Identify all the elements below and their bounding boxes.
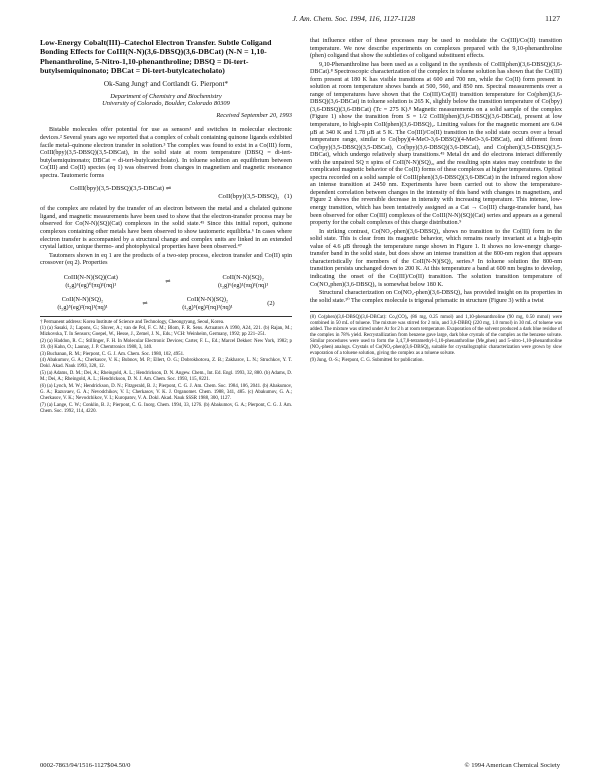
scheme-row [40,274,292,290]
footnote: (8) Co(phen)(3,6-DBSQ)(3,6-DBCat): Co₂(CO)₈ (86 mg, 0.25 mmol) and 1,10-phenanthroline (90 mg, 0.50 mmol) were combined in 50 mL of toluene. The mixture was stirred for 2 min, and 3,6-DBBQ (220 mg, 1.0 mmol) in 30 mL of toluene was added. The mixture was stirred under Ar for 2 h at room temperature. Evaporation of the solvent produced a dark blue residue of the complex in 78% yield. Recrystallization from benzene gave large, dark blue crystals of the complex as the benzene solvate. Similar procedures were used to form the 3,4,7,8-tetramethyl-1,10-phenanthroline (Me₄phen) and 5-nitro-1,10-phenanthroline (NO₂-phen) analogs. Crystals of Co(NO₂-phen)(3,6-DBSQ)₂ suitable for crystallographic characterization were grown by slow evaporation of a toluene solution, giving the complex as a toluene solvate. [310,315,562,357]
paragraph: that influence either of these processes may be used to modulate the Co(III)/Co(II) transition temperature. We now describe experiments on complexes prepared with the 9,10-phenanthroline (phen) coligand that show the subtleties of coligand substituent effects. [310,38,562,60]
right-column [310,38,562,365]
left-footnotes [40,316,292,415]
species-formula: CoII(N-N)(SQ)₂ [222,273,264,281]
footnote: (4) Abakumov, G. A.; Cherkasov, V. K.; Bubnov, M. P.; Ellert, O. G.; Dobrokhotova, Z. B.; Zakharov, L. N.; Struchkov, Y. T. Dokl. Akad. Nauk 1993, 328, 12. [40,358,292,370]
paragraph: of the complex are related by the transfer of an electron between the metal and a chelated quinone ligand, and magnetic measurements have been used to show that the electron-transfer process may be observed for Co(N-N)(SQ)(Cat) complexes in the solid state.⁴⁵ Since this initial report, quinone complexes containing other metals have been observed to show tautomeric equilibria.⁶ In cases where electron transfer is accompanied by a structural change and complex units are linked in an extended crystal lattice, unique thermo- and photophysical properties have been observed.⁴⁷ [40,206,292,251]
footnote: (3) Buchanan, R. M.; Pierpont, C. G. J. Am. Chem. Soc. 1980, 102, 4951. [40,351,185,357]
scheme-species [57,296,107,312]
equation-2-tag: (2) [267,299,275,307]
scheme-species [218,274,268,290]
scheme-species [182,296,232,312]
species-configuration: (t₂g)⁶(eg)¹(πq)¹(πq)¹ [217,281,269,289]
footnote: (9) Jung, O.-S.; Pierpont, C. G. Submitted for publication. [310,358,424,364]
running-header [40,14,560,26]
page-number: 1127 [545,14,560,23]
equation-1 [40,185,292,200]
footnote: (2) (a) Haddon, R. C.; Stillinger, F. H. In Molecular Electronic Devices; Carter, F. L., Ed.; Marcel Dekker: New York, 1982; p 19. (b) Kahn, O.; Launay, J. P. Chemtronics 1988, 3, 140. [40,339,292,351]
paragraph: Tautomers shown in eq 1 are the products of a two-step process, electron transfer and Co(II) spin crossover (eq 2). Properties [40,252,292,267]
article-title: Low-Energy Cobalt(III)–Catechol Electron Transfer. Subtle Coligand Bonding Effects for CoIII(N-N)(3,6-DBSQ)(3,6-DBCat) (N-N = 1,10-Phenanthroline, 5-Nitro-1,10-phenanthroline; DBSQ = Di-tert-butylsemiquinonato; DBCat = Di-tert-butylcatecholato) [40,38,272,75]
left-column [40,38,292,415]
affiliation-university: University of Colorado, Boulder, Colorado 80309 [102,100,230,108]
paragraph: In striking contrast, Co(NO₂-phen)(3,6-DBSQ)₂ shows no transition to the Co(III) form in the solid state. This is clear from its magnetic behavior, which remains nearly invariant at a high-spin value of 4.6 μB through the temperature range shown in Figure 1. It shows no low-energy charge-transfer band in the solid state, but does show an intense transition at the 800-nm region that appears characteristically for members of the CoII(N-N)(SQ)₂ series.⁸ In toluene solution the 800-nm transition persists unchanged down to 200 K. At this temperature a band at 600 nm begins to develop, indicating the onset of the Co(III)/Co(II) transition. The solution transition temperature of Co(NO₂phen)(3,6-DBSQ)₂ is somewhat below 180 K. [310,228,562,288]
equation-1-tag: (1) [284,192,292,200]
footnote: † Permanent address: Korea Institute of Science and Technology, Cheongryang, Seoul, Korea. [40,319,225,325]
species-configuration: (t₂g)⁶(eg)⁰(πq)¹(πq)¹ [65,281,117,289]
equation-1-rhs: CoII(bpy)(3,5-DBSQ)₂ [218,192,280,200]
received-date: Received September 20, 1993 [216,111,292,119]
paragraph: 9,10-Phenanthroline has been used as a coligand in the synthesis of CoIII(phen)(3,6-DBSQ)(3,6-DBCat).⁸ Spectroscopic characterization of the complex in toluene solution has shown that the Co(III) form present at 180 K has visible transitions at 600 and 700 nm, while the Co(II) form present in solution at room temperature shows bands at 500, 560, and 850 nm. Spectral measurements over a range of temperatures have shown that the Co(III)/Co(II) transition temperature for Co(phen)(3,6-DBSQ)(3,6-DBCat) in toluene solution is 265 K, slightly below the transition temperature of Co(bpy)(3,6-DBSQ)(3,6-DBCat) (Tc = 275 K).⁸ Magnetic measurements on a solid sample of the complex (Figure 1) show the transition from S = 1/2 CoIII(phen)(3,6-DBSQ)(3,6-DBCat), present at low temperature, to high-spin CoII(phen)(3,6-DBSQ)₂. Limiting values for the magnetic moment are 6.04 μB at 340 K and 1.78 μB at 5 K. The Co(III)/Co(II) transition in the solid state occurs over a broad temperature range, similar to Co(bpy)(4-MeO-3,6-DBSQ)(4-MeO-3,6-DBCat), and different from Co(bpy)(3,5-DBSQ)(3,5-DBCat), Co(bpy)(3,6-DBSQ)(3,6-DBCat), and Co(phen)(3,5-DBSQ)(3,5-DBCat), which undergo relatively sharp transitions.⁴⁵ Metal dπ and dσ electrons interact differently with the unpaired SQ π spins of CoII(N-N)(SQ)₂, and the resulting spin states may contribute to the complicated magnetic behavior of the Co(II) forms of these complexes at higher temperatures. Optical spectra recorded on a solid sample of CoIII(phen)(3,6-DBSQ)(3,6-DBCat) in the infrared region show an intense transition at 2450 nm. Experiments have been carried out to show the temperature-dependent correlation between changes in the intensity of this band with changes in magnetism, and Figure 2 shows the reversible decrease in intensity with increasing temperature. This intense, low-energy transition, which has been tentatively assigned as a Cat → Co(III) charge-transfer band, has been observed for other Co(III) complexes of the CoIII(N-N)(SQ)(Cat) series and appears as a general property for the cobalt complexes of this charge distribution.⁹ [310,61,562,227]
article-authors: Ok-Sang Jung† and Cortlandt G. Pierpont* [103,80,229,89]
footer-copyright: © 1994 American Chemical Society [464,762,560,769]
footer-code: 0002-7863/94/1516-1127$04.50/0 [40,762,131,769]
paragraph: Bistable molecules offer potential for use as sensors¹ and switches in molecular electronic devices.² Several years ago we reported that a complex of cobalt containing quinone ligands exhibited facile metal–quinone electron transfer in solution.³ The complex was found to exist in a Co(III) form, CoIII(bpy)(3,5-DBSQ)(3,5-DBCat), in the solid state at room temperature (DBSQ = di-tert-butylsemiquinonato; DBCat = di-tert-butylcatecholato). In toluene solution an equilibrium between Co(III) and Co(II) species (eq 1) was observed from changes in magnetism and magnetic resonance spectra. Tautomeric forms [40,127,292,179]
paragraph: Structural characterization on Co(NO₂-phen)(3,6-DBSQ)₂ has provided insight on its properties in the solid state.¹⁰ The complex molecule is trigonal prismatic in structure (Figure 3) with a twist [310,290,562,304]
equation-1-lhs: CoIII(bpy)(3,5-DBSQ)(3,5-DBCat) ⇌ [70,185,172,193]
journal-citation: J. Am. Chem. Soc. 1994, 116, 1127-1128 [292,14,416,23]
species-configuration: (t₂g)⁵(eg)²(πq)¹(πq)¹ [182,303,233,311]
footnote: (7) (a) Lange, C. W.; Conklin, B. J.; Pierpont, C. G. Inorg. Chem. 1994, 33, 1276. (b) Abakumov, G. A.; Pierpont, C. G. J. Am. Chem. Soc. 1992, 114, 4220. [40,402,292,414]
page-footer [40,762,560,769]
footnote: (5) (a) Adams, D. M.; Dei, A.; Rheingold, A. L.; Hendrickson, D. N. Angew. Chem., Int. Ed. Engl. 1993, 32, 880. (b) Adams, D. M.; Dei, A.; Rheingold, A. L.; Hendrickson, D. N. J. Am. Chem. Soc. 1993, 115, 8221. [40,371,292,383]
species-configuration: (t₂g)⁵(eg)²(πq)¹(πq)¹ [57,303,108,311]
species-formula: CoIII(N-N)(SQ)(Cat) [63,273,118,281]
footnote: (6) (a) Lynch, M. W.; Hendrickson, D. N.; Fitzgerald, B. J.; Pierpont, C. G. J. Am. Chem. Soc. 1984, 106, 2041. (b) Abakumov, G. A.; Razuvaev, G. A.; Nevodchikov, V. I.; Cherkasov, V. K. J. Organomet. Chem. 1988, 341, 485. (c) Abakumov, G. A.; Cherkasov, V. K.; Nevodchikov, V. I.; Kuropatov, V. A. Dokl. Akad. Nauk SSSR 1988, 300, 1127. [40,383,292,401]
scheme-row [40,296,292,312]
footnote: (1) (a) Sasaki, J.; Lapons, G.; Sluver, A.; van de Pol, F. C. M.; Blom, F. R. Sens. Actuators A 1990, A24, 221. (b) Rajan, M.; Mizkovska, T. In Sensors; Goepel, W., Hesse, J., Zemel, J. N., Eds.; VCH: Weinheim, Germany, 1992; pp 221–251. [40,326,292,338]
species-formula: CoII(N-N)(SQ)₂ [61,295,104,303]
affiliation-department: Department of Chemistry and Biochemistry [110,92,222,100]
right-footnotes [310,311,562,364]
scheme-species [64,274,118,290]
equation-2-scheme [40,274,292,312]
equilibrium-arrow-icon: ⇌ [142,299,148,307]
species-formula: CoII(N-N)(SQ)₂ [186,295,229,303]
equilibrium-arrow-icon: ⇌ [165,277,171,285]
